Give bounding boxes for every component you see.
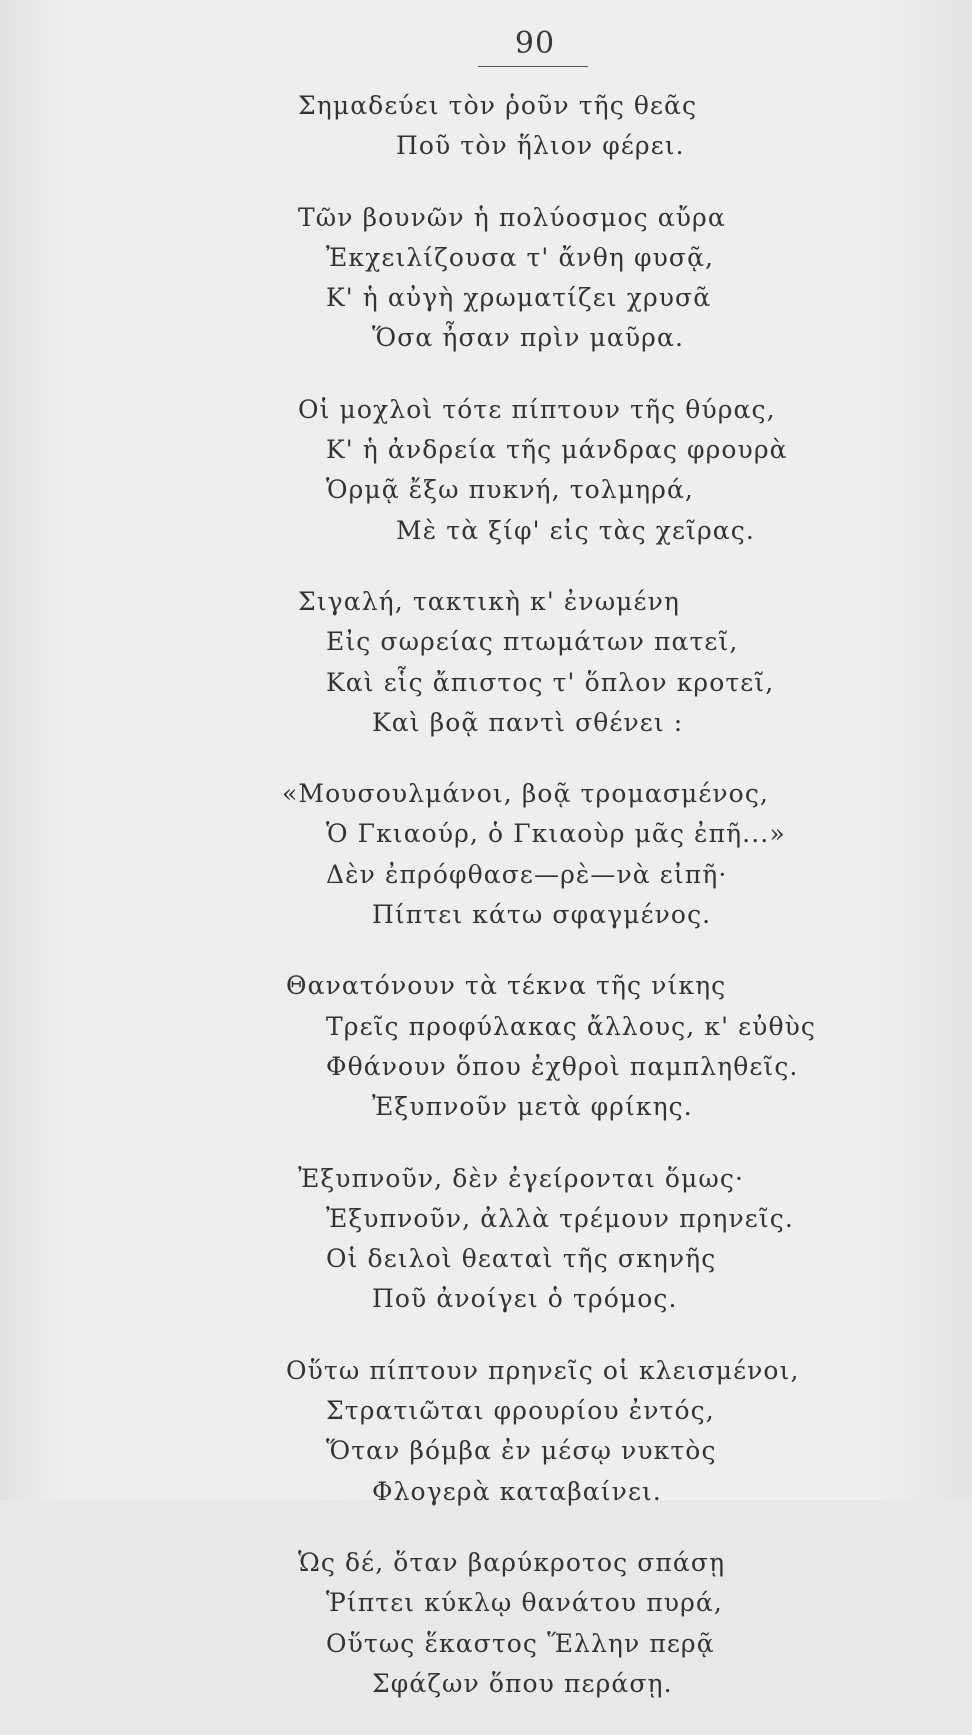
poem-line: Οὕτω πίπτουν πρηνεῖς οἱ κλεισμένοι,: [286, 1355, 800, 1385]
poem-line: Πίπτει κάτω σφαγμένος.: [372, 900, 712, 930]
poem-line: Δὲν ἐπρόφθασε—ρὲ—νὰ εἰπῆ·: [326, 859, 728, 889]
poem-line: Μὲ τὰ ξίφ' εἰς τὰς χεῖρας.: [396, 515, 755, 545]
stanza-5: [0, 774, 972, 935]
stanza-4: [0, 582, 972, 743]
poem-line: Οἱ δειλοὶ θεαταὶ τῆς σκηνῆς: [326, 1244, 717, 1274]
poem-line: Ἐξυπνοῦν μετὰ φρίκης.: [372, 1092, 693, 1122]
poem-line: Καὶ εἷς ἄπιστος τ' ὅπλον κροτεῖ,: [326, 667, 775, 697]
poem-line: Ἐκχειλίζουσα τ' ἄνθη φυσᾷ,: [326, 242, 715, 272]
poem-line: Φθάνουν ὅπου ἐχθροὶ παμπληθεῖς.: [326, 1051, 799, 1081]
poem-line: Ῥίπτει κύκλῳ θανάτου πυρά,: [326, 1588, 723, 1618]
poem-line: Κ' ἡ αὐγὴ χρωματίζει χρυσᾶ: [326, 283, 712, 313]
poem-line: Ὅταν βόμβα ἐν μέσῳ νυκτὸς: [326, 1436, 717, 1466]
poem-line: Οὕτως ἕκαστος Ἕλλην περᾷ: [326, 1628, 715, 1658]
poem-line: Ὅσα ἦσαν πρὶν μαῦρα.: [372, 323, 684, 353]
poem-line: Ποῦ τὸν ἥλιον φέρει.: [396, 131, 685, 161]
page-number-rule: [478, 66, 588, 67]
stanza-8: [0, 1351, 972, 1512]
poem-line: Σφάζων ὅπου περάσῃ.: [372, 1668, 673, 1698]
poem-line: Οἱ μοχλοὶ τότε πίπτουν τῆς θύρας,: [298, 394, 776, 424]
poem-line: Ἐξυπνοῦν, ἀλλὰ τρέμουν πρηνεῖς.: [326, 1203, 794, 1233]
poem-line: «Μουσουλμάνοι, βοᾷ τρομασμένος,: [282, 779, 769, 809]
poem-line: Ποῦ ἀνοίγει ὁ τρόμος.: [372, 1284, 678, 1314]
stanza-3: [0, 390, 972, 551]
stanza-2: [0, 198, 972, 359]
poem: [0, 86, 972, 1735]
poem-line: Κ' ἡ ἀνδρεία τῆς μάνδρας φρουρὰ: [326, 435, 788, 465]
poem-line: Θανατόνουν τὰ τέκνα τῆς νίκης: [286, 971, 727, 1001]
poem-line: Σημαδεύει τὸν ῥοῦν τῆς θεᾶς: [298, 91, 698, 120]
poem-line: Σιγαλή, τακτικὴ κ' ἐνωμένη: [298, 586, 680, 616]
poem-line: Τῶν βουνῶν ἡ πολύοσμος αὔρα: [298, 202, 726, 232]
page-number: 90: [514, 26, 556, 61]
poem-line: Καὶ βοᾷ παντὶ σθένει :: [372, 707, 684, 737]
poem-line: Εἰς σωρείας πτωμάτων πατεῖ,: [326, 627, 739, 657]
poem-line: Ὁρμᾷ ἔξω πυκνή, τολμηρά,: [326, 475, 694, 505]
stanza-7: [0, 1159, 972, 1320]
poem-line: Τρεῖς προφύλακας ἄλλους, κ' εὐθὺς: [326, 1011, 816, 1041]
stanza-6: [0, 966, 972, 1127]
stanza-9: [0, 1543, 972, 1704]
poem-line: Ἐξυπνοῦν, δὲν ἐγείρονται ὅμως·: [298, 1163, 745, 1193]
poem-line: Φλογερὰ καταβαίνει.: [372, 1476, 662, 1506]
poem-line: Ὡς δέ, ὅταν βαρύκροτος σπάσῃ: [298, 1547, 726, 1577]
stanza-1: [0, 86, 972, 167]
poem-line: Στρατιῶται φρουρίου ἐντός,: [326, 1396, 715, 1426]
poem-line: Ὁ Γκιαούρ, ὁ Γκιαοὺρ μᾶς ἐπῆ...»: [326, 819, 786, 849]
